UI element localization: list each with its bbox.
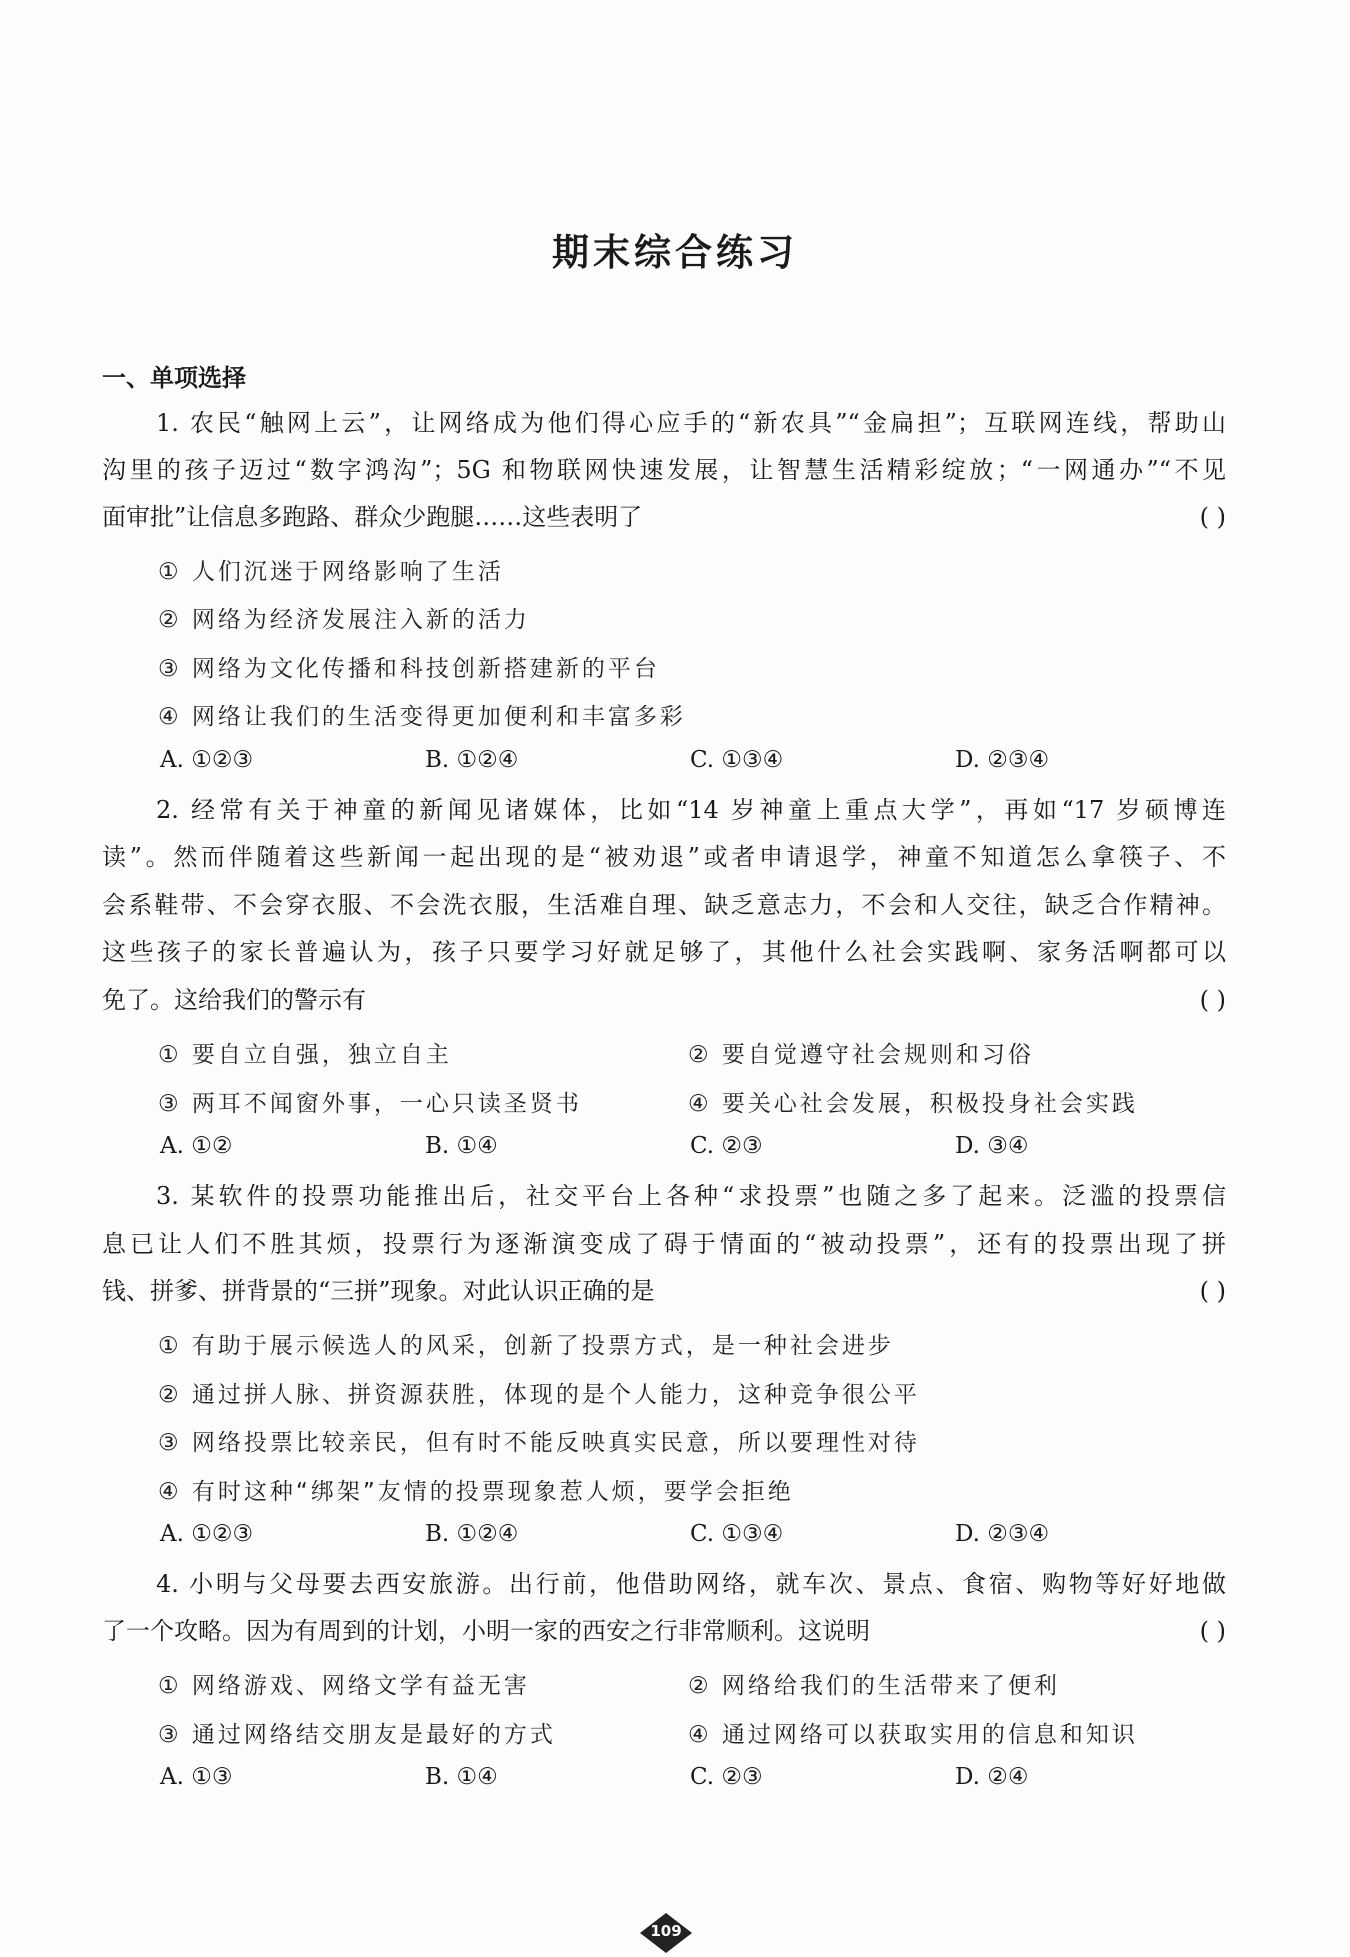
q1-choice-c: C. ①③④ xyxy=(690,747,784,773)
q2-choice-d: D. ③④ xyxy=(955,1133,1029,1159)
q3-option-2: ② 通过拼人脉、拼资源获胜，体现的是个人能力，这种竞争很公平 xyxy=(158,1382,920,1408)
q3-choice-a: A. ①②③ xyxy=(160,1521,254,1547)
q3-choice-d: D. ②③④ xyxy=(955,1521,1050,1547)
page-title: 期末综合练习 xyxy=(552,231,798,274)
q3-line-2: 息已让人们不胜其烦，投票行为逐渐演变成了碍于情面的“被动投票”，还有的投票出现了拼 xyxy=(102,1230,1226,1258)
q4-line-1: 4. 小明与父母要去西安旅游。出行前，他借助网络，就车次、景点、食宿、购物等好好地做 xyxy=(156,1570,1226,1598)
q2-line-5 xyxy=(102,985,1226,1015)
q4-option-1: ① 网络游戏、网络文学有益无害 xyxy=(158,1673,530,1699)
q4-option-3: ③ 通过网络结交朋友是最好的方式 xyxy=(158,1722,556,1748)
q2-choice-c: C. ②③ xyxy=(690,1133,763,1159)
q1-option-3: ③ 网络为文化传播和科技创新搭建新的平台 xyxy=(158,656,660,682)
q4-choice-d: D. ②④ xyxy=(955,1764,1029,1790)
q4-option-4: ④ 通过网络可以获取实用的信息和知识 xyxy=(688,1722,1138,1748)
q3-line-3 xyxy=(102,1276,1226,1306)
answer-blank: ( ) xyxy=(1199,986,1226,1014)
q4-line-2 xyxy=(102,1616,1226,1646)
q1-option-2: ② 网络为经济发展注入新的活力 xyxy=(158,607,530,633)
q3-choice-b: B. ①②④ xyxy=(425,1521,519,1547)
q2-line-1: 2. 经常有关于神童的新闻见诸媒体，比如“14 岁神童上重点大学”，再如“17 岁硕博连 xyxy=(156,796,1226,824)
q3-choice-c: C. ①③④ xyxy=(690,1521,784,1547)
q2-option-1: ① 要自立自强，独立自主 xyxy=(158,1042,452,1068)
answer-blank: ( ) xyxy=(1199,503,1226,531)
q4-choice-b: B. ①④ xyxy=(425,1764,498,1790)
q3-option-1: ① 有助于展示候选人的风采，创新了投票方式，是一种社会进步 xyxy=(158,1333,894,1359)
section-heading: 一、单项选择 xyxy=(102,364,246,392)
q2-option-2: ② 要自觉遵守社会规则和习俗 xyxy=(688,1042,1034,1068)
q1-stem-end: 面审批”让信息多跑路、群众少跑腿……这些表明了 xyxy=(102,503,643,531)
q1-option-1: ① 人们沉迷于网络影响了生活 xyxy=(158,559,504,585)
q3-option-3: ③ 网络投票比较亲民，但有时不能反映真实民意，所以要理性对待 xyxy=(158,1430,920,1456)
q3-stem-end: 钱、拼爹、拼背景的“三拼”现象。对此认识正确的是 xyxy=(102,1277,655,1305)
q1-option-4: ④ 网络让我们的生活变得更加便利和丰富多彩 xyxy=(158,704,686,730)
q2-choice-b: B. ①④ xyxy=(425,1133,498,1159)
q2-option-3: ③ 两耳不闻窗外事，一心只读圣贤书 xyxy=(158,1091,582,1117)
q2-line-4: 这些孩子的家长普遍认为，孩子只要学习好就足够了，其他什么社会实践啊、家务活啊都可以 xyxy=(102,938,1226,966)
q2-line-3: 会系鞋带、不会穿衣服、不会洗衣服，生活难自理、缺乏意志力，不会和人交往，缺乏合作精神。 xyxy=(102,891,1226,919)
q1-choice-d: D. ②③④ xyxy=(955,747,1050,773)
q2-stem-end: 免了。这给我们的警示有 xyxy=(102,986,366,1014)
q4-stem-end: 了一个攻略。因为有周到的计划，小明一家的西安之行非常顺利。这说明 xyxy=(102,1617,870,1645)
q2-option-4: ④ 要关心社会发展，积极投身社会实践 xyxy=(688,1091,1138,1117)
q2-choice-a: A. ①② xyxy=(160,1133,233,1159)
q3-option-4: ④ 有时这种“绑架”友情的投票现象惹人烦，要学会拒绝 xyxy=(158,1479,794,1505)
q3-line-1: 3. 某软件的投票功能推出后，社交平台上各种“求投票”也随之多了起来。泛滥的投票信 xyxy=(156,1182,1226,1210)
q4-choice-c: C. ②③ xyxy=(690,1764,763,1790)
q1-line-2: 沟里的孩子迈过“数字鸿沟”；5G 和物联网快速发展，让智慧生活精彩绽放；“一网通办”“不见 xyxy=(102,456,1226,484)
page-number: 109 xyxy=(650,1922,682,1940)
answer-blank: ( ) xyxy=(1199,1277,1226,1305)
q1-line-3 xyxy=(102,502,1226,532)
q2-line-2: 读”。然而伴随着这些新闻一起出现的是“被劝退”或者申请退学，神童不知道怎么拿筷子、不 xyxy=(102,843,1226,871)
page-number-badge xyxy=(640,1913,692,1953)
q1-line-1: 1. 农民“触网上云”，让网络成为他们得心应手的“新农具”“金扁担”；互联网连线，帮助山 xyxy=(156,409,1226,437)
q4-option-2: ② 网络给我们的生活带来了便利 xyxy=(688,1673,1060,1699)
answer-blank: ( ) xyxy=(1199,1617,1226,1645)
q1-choice-a: A. ①②③ xyxy=(160,747,254,773)
q4-choice-a: A. ①③ xyxy=(160,1764,233,1790)
q1-choice-b: B. ①②④ xyxy=(425,747,519,773)
